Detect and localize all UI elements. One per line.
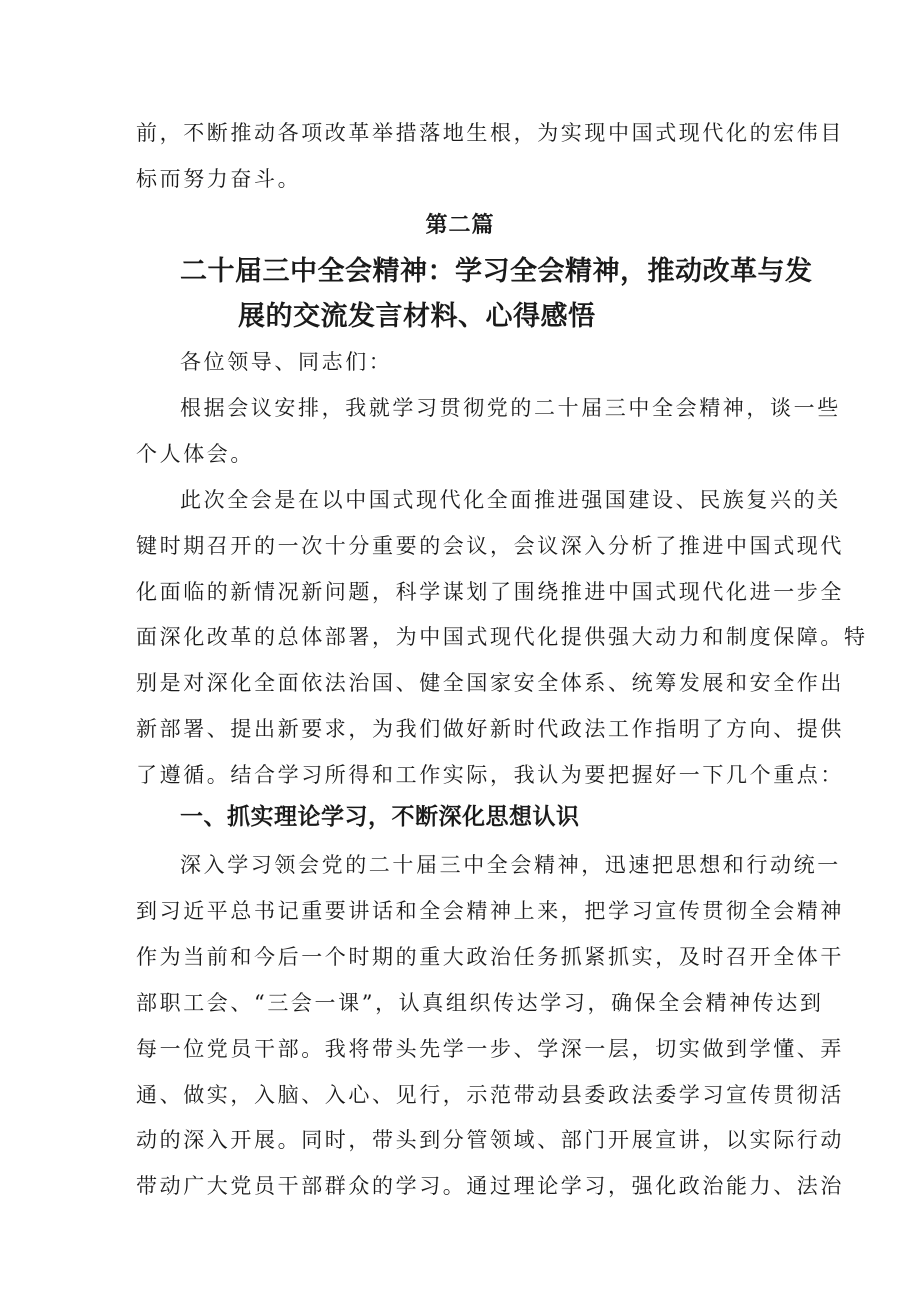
- paragraph-2-line-7: 了遵循。结合学习所得和工作实际，我认为要把握好一下几个重点：: [136, 763, 844, 787]
- paragraph-3-line-1: 深入学习领会党的二十届三中全会精神，迅速把思想和行动统一: [180, 853, 841, 877]
- paragraph-3-line-2: 到习近平总书记重要讲话和全会精神上来，把学习宣传贯彻全会精神: [136, 899, 844, 923]
- paragraph-3-line-6: 通、做实，入脑、入心、见行，示范带动县委政法委学习宣传贯彻活: [136, 1083, 844, 1107]
- paragraph-3-line-4: 部职工会、“三会一课”，认真组织传达学习，确保全会精神传达到: [136, 991, 824, 1015]
- paragraph-2-line-1: 此次全会是在以中国式现代化全面推进强国建设、民族复兴的关: [180, 488, 841, 512]
- salutation: 各位领导、同志们：: [180, 350, 393, 374]
- paragraph-2-line-6: 新部署、提出新要求，为我们做好新时代政法工作指明了方向、提供: [136, 717, 844, 741]
- paragraph-2-line-2: 键时期召开的一次十分重要的会议，会议深入分析了推进中国式现代: [136, 534, 844, 558]
- paragraph-3-line-8: 带动广大党员干部群众的学习。通过理论学习，强化政治能力、法治: [136, 1174, 844, 1198]
- section-heading-1: 一、抓实理论学习，不断深化思想认识: [180, 804, 580, 830]
- paragraph-1-line-2: 个人体会。: [136, 442, 254, 466]
- intro-line-2: 标而努力奋斗。: [136, 167, 302, 191]
- paragraph-2-line-4: 面深化改革的总体部署，为中国式现代化提供强大动力和制度保障。特: [136, 625, 868, 649]
- paragraph-2-line-3: 化面临的新情况新问题，科学谋划了围绕推进中国式现代化进一步全: [136, 580, 844, 604]
- intro-line-1: 前，不断推动各项改革举措落地生根，为实现中国式现代化的宏伟目: [136, 121, 844, 145]
- paragraph-3-line-3: 作为当前和今后一个时期的重大政治任务抓紧抓实，及时召开全体干: [136, 945, 844, 969]
- section-label: 第二篇: [425, 213, 495, 238]
- paragraph-3-line-7: 动的深入开展。同时，带头到分管领域、部门开展宣讲，以实际行动: [136, 1128, 844, 1152]
- article-title-line-2: 展的交流发言材料、心得感悟: [238, 301, 596, 332]
- paragraph-3-line-5: 每一位党员干部。我将带头先学一步、学深一层，切实做到学懂、弄: [136, 1037, 844, 1061]
- paragraph-2-line-5: 别是对深化全面依法治国、健全国家安全体系、统筹发展和安全作出: [136, 671, 844, 695]
- article-title-line-1: 二十届三中全会精神：学习全会精神，推动改革与发: [180, 256, 813, 287]
- paragraph-1-line-1: 根据会议安排，我就学习贯彻党的二十届三中全会精神，谈一些: [180, 396, 841, 420]
